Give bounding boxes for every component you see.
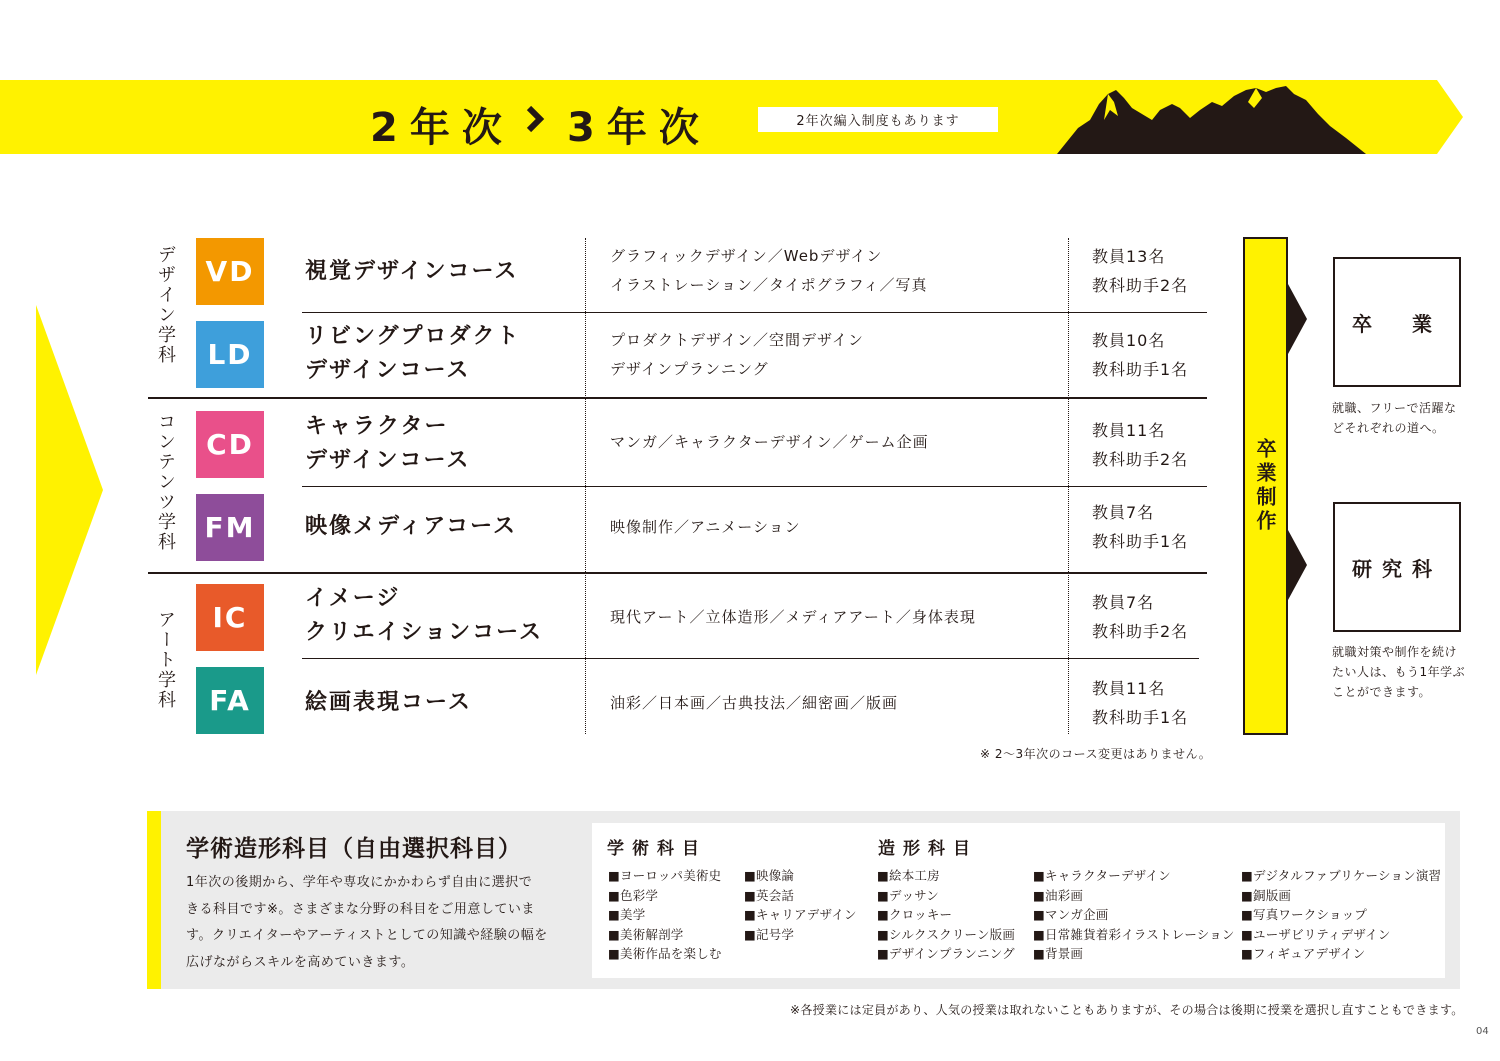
list-item: ■記号学 [744,926,795,942]
page-number: 04 [1476,1026,1489,1037]
badge-ld: LD [196,321,264,388]
academic-list-1 [608,866,722,964]
list-item: ■シルクスクリーン版画 [877,926,1016,942]
formative-list-3 [1241,866,1441,964]
staff-ic: 教員7名 教科助手2名 [1092,593,1189,641]
staff-cd: 教員11名 教科助手2名 [1092,421,1189,469]
course-name-ld: リビングプロダクト デザインコース [305,324,521,383]
list-item: ■絵本工房 [877,868,940,883]
list-item: ■美学 [608,907,646,923]
to-year-title: 3年次 [567,105,711,151]
outcome-graduation: 卒 業 [1333,257,1461,387]
staff-ld: 教員10名 教科助手1名 [1092,331,1189,379]
course-name-cd: キャラクター デザインコース [305,414,471,473]
badge-ic: IC [196,584,264,651]
list-item: ■色彩学 [608,887,659,903]
electives-description: 1年次の後期から、学年や専攻にかかわらず自由に選択で きる科目です※。さまざまな分野の科目をご用意していま す。クリエイターやアーティストとしての知識や経験の幅を 広げながらスキルを高めていきます。 [186,875,548,970]
staff-vd: 教員13名 教科助手2名 [1092,247,1189,295]
badge-vd: VD [196,238,264,305]
dept-contents: コンテンツ学科 [155,412,176,552]
list-item: ■写真ワークショップ [1241,907,1368,923]
list-item: ■デザインプランニング [877,946,1015,962]
list-item: ■クロッキー [877,907,953,923]
subjects-ld: プロダクトデザイン／空間デザイン デザインプランニング [610,331,864,378]
formative-list-2 [1033,866,1235,964]
subjects-cd: マンガ／キャラクターデザイン／ゲーム企画 [610,433,929,451]
dept-divider [148,572,1207,574]
formative-list-1 [877,866,1015,964]
column-divider [585,238,586,734]
list-item: ■美術解剖学 [608,926,684,942]
academic-list-2 [744,866,857,944]
dept-design: デザイン学科 [155,245,176,365]
dept-divider [148,397,1207,399]
outcome-research: 研究科 [1333,502,1461,632]
list-item: ■日常雑貨着彩イラストレーション [1033,926,1235,942]
list-item: ■フィギュアデザイン [1241,946,1366,962]
academic-subjects-heading: 学術科目 [607,839,707,859]
from-year-title: 2年次 [370,105,514,151]
arrow-right-icon [1288,284,1308,354]
outcome-research-desc: 就職対策や制作を続け たい人は、もう1年学ぶ ことができます。 [1332,645,1466,699]
arrow-right-icon [1288,530,1308,600]
dept-art: アート学科 [155,610,176,710]
list-item: ■デッサン [877,887,939,903]
list-item: ■キャリアデザイン [744,907,857,923]
badge-fa: FA [196,667,264,734]
header-banner [0,80,1465,154]
staff-fm: 教員7名 教科助手1名 [1092,503,1189,551]
subjects-ic: 現代アート／立体造形／メディアアート／身体表現 [610,608,976,626]
graduation-work-bar [1243,237,1288,735]
elective-footnote: ※各授業には定員があり、人気の授業は取れないこともありますが、その場合は後期に授業を選択し直すこともできます。 [790,1003,1464,1017]
list-item: ■美術作品を楽しむ [608,946,722,962]
list-item: ■背景画 [1033,946,1084,962]
electives-accent-bar [147,811,161,989]
list-item: ■マンガ企画 [1033,907,1109,923]
graduation-work-label: 卒業制作 [1253,438,1277,534]
big-arrow-icon [36,305,106,675]
electives-title: 学術造形科目（自由選択科目） [186,836,522,862]
course-name-fa: 絵画表現コース [305,690,472,715]
list-item: ■英会話 [744,887,795,903]
subjects-fa: 油彩／日本画／古典技法／細密画／版画 [610,694,899,712]
subjects-vd: グラフィックデザイン／Webデザイン イラストレーション／タイポグラフィ／写真 [610,247,928,294]
formative-subjects-heading: 造形科目 [878,839,978,859]
list-item: ■油彩画 [1033,887,1084,903]
transfer-note: 2年次編入制度もあります [758,107,998,132]
course-change-note: ※ 2〜3年次のコース変更はありません。 [980,747,1212,761]
course-name-fm: 映像メディアコース [305,514,518,539]
badge-cd: CD [196,411,264,478]
list-item: ■映像論 [744,868,795,883]
course-name-vd: 視覚デザインコース [305,259,519,284]
chevron-right-icon [524,104,546,134]
list-item: ■銅版画 [1241,887,1292,903]
list-item: ■デジタルファブリケーション演習 [1241,868,1442,883]
list-item: ■ヨーロッパ美術史 [608,868,722,883]
outcome-graduation-desc: 就職、フリーで活躍な どそれぞれの道へ。 [1332,401,1457,435]
badge-fm: FM [196,494,264,561]
row-divider [302,312,1207,313]
subjects-fm: 映像制作／アニメーション [610,518,801,536]
course-name-ic: イメージ クリエイションコース [305,586,544,645]
list-item: ■ユーザビリティデザイン [1241,926,1391,942]
row-divider [302,486,1207,487]
staff-fa: 教員11名 教科助手1名 [1092,679,1189,727]
list-item: ■キャラクターデザイン [1033,868,1171,883]
row-divider [302,658,1199,659]
banner-arrow-shape [0,80,1465,154]
column-divider [1068,238,1069,734]
